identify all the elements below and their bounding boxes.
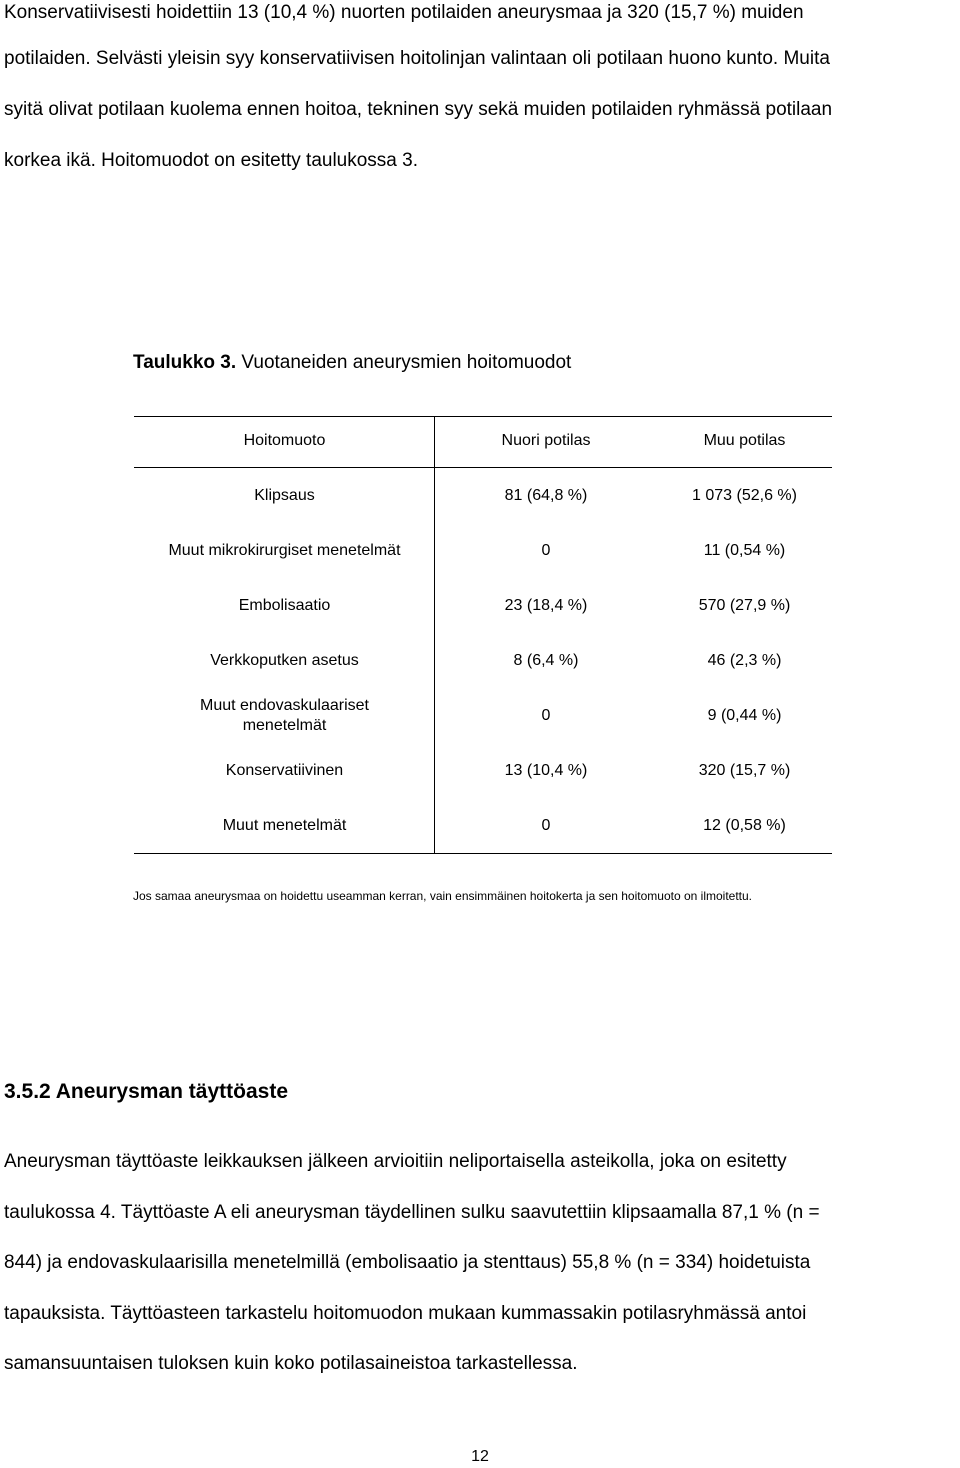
table-caption (133, 350, 571, 376)
section-line: Aneurysman täyttöaste leikkauksen jälkeen arvioitiin neliportaisella asteikolla, joka on esitetty (4, 1151, 787, 1172)
section-line: taulukossa 4. Täyttöaste A eli aneurysman täydellinen sulku saavutettiin klipsaamalla 87,1 % (n = (4, 1202, 820, 1223)
table-caption-label: Taulukko 3. (133, 352, 237, 373)
table-cell-method: Verkkoputken asetus (210, 652, 359, 669)
table-cell-method: Embolisaatio (238, 597, 331, 614)
intro-line: korkea ikä. Hoitomuodot on esitetty taulukossa 3. (4, 150, 419, 171)
table-header-rule (134, 467, 832, 468)
table-cell-other: 9 (0,44 %) (707, 707, 782, 724)
table-cell-young: 0 (541, 707, 551, 724)
table-bottom-rule (134, 853, 832, 854)
table-cell-other: 570 (27,9 %) (698, 597, 791, 614)
table-cell-young: 13 (10,4 %) (504, 762, 588, 779)
table-cell-method: Konservatiivinen (225, 762, 344, 779)
table-header-young: Nuori potilas (501, 432, 591, 449)
section-heading: 3.5.2 Aneurysman täyttöaste (4, 1080, 289, 1103)
table-cell-other: 12 (0,58 %) (703, 817, 786, 834)
page-number: 12 (471, 1448, 489, 1465)
table-cell-other: 1 073 (52,6 %) (692, 487, 797, 504)
table-top-rule (134, 416, 832, 417)
section-line: samansuuntaisen tuloksen kuin koko potilasaineistoa tarkastellessa. (4, 1353, 578, 1374)
table-cell-method: Muut menetelmät (222, 817, 347, 834)
table-cell-method-line: Muut endovaskulaariset (200, 697, 369, 714)
intro-line: potilaiden. Selvästi yleisin syy konservatiivisen hoitolinjan valintaan oli potilaan huono kunto. Muita (4, 48, 830, 69)
table-cell-other: 11 (0,54 %) (703, 542, 786, 559)
table-cell-method (134, 696, 435, 736)
table-cell-method: Muut mikrokirurgiset menetelmät (168, 542, 401, 559)
table-caption-text: Vuotaneiden aneurysmien hoitomuodot (241, 352, 572, 373)
table-cell-young: 23 (18,4 %) (504, 597, 588, 614)
intro-line: syitä olivat potilaan kuolema ennen hoitoa, tekninen syy sekä muiden potilaiden ryhmässä potilaan (4, 99, 833, 120)
table-header-other: Muu potilas (703, 432, 786, 449)
table-cell-young: 8 (6,4 %) (513, 652, 579, 669)
table-cell-method-line: menetelmät (242, 717, 327, 734)
section-line: tapauksista. Täyttöasteen tarkastelu hoitomuodon mukaan kummassakin potilasryhmässä antoi (4, 1303, 807, 1324)
section-line: 844) ja endovaskulaarisilla menetelmillä (embolisaatio ja stenttaus) 55,8 % (n = 334) hoidetuista (4, 1252, 811, 1273)
table-cell-young: 0 (541, 817, 551, 834)
table-header-method: Hoitomuoto (243, 432, 326, 449)
table-cell-young: 81 (64,8 %) (504, 487, 588, 504)
table-cell-method: Klipsaus (254, 487, 315, 504)
table-cell-other: 320 (15,7 %) (698, 762, 791, 779)
intro-line: Konservatiivisesti hoidettiin 13 (10,4 %) nuorten potilaiden aneurysmaa ja 320 (15,7 %) muiden (4, 2, 804, 23)
table-footnote: Jos samaa aneurysmaa on hoidettu useamman kerran, vain ensimmäinen hoitokerta ja sen hoitomuoto on ilmoitettu. (133, 889, 753, 903)
table-cell-young: 0 (541, 542, 551, 559)
table-cell-other: 46 (2,3 %) (707, 652, 782, 669)
